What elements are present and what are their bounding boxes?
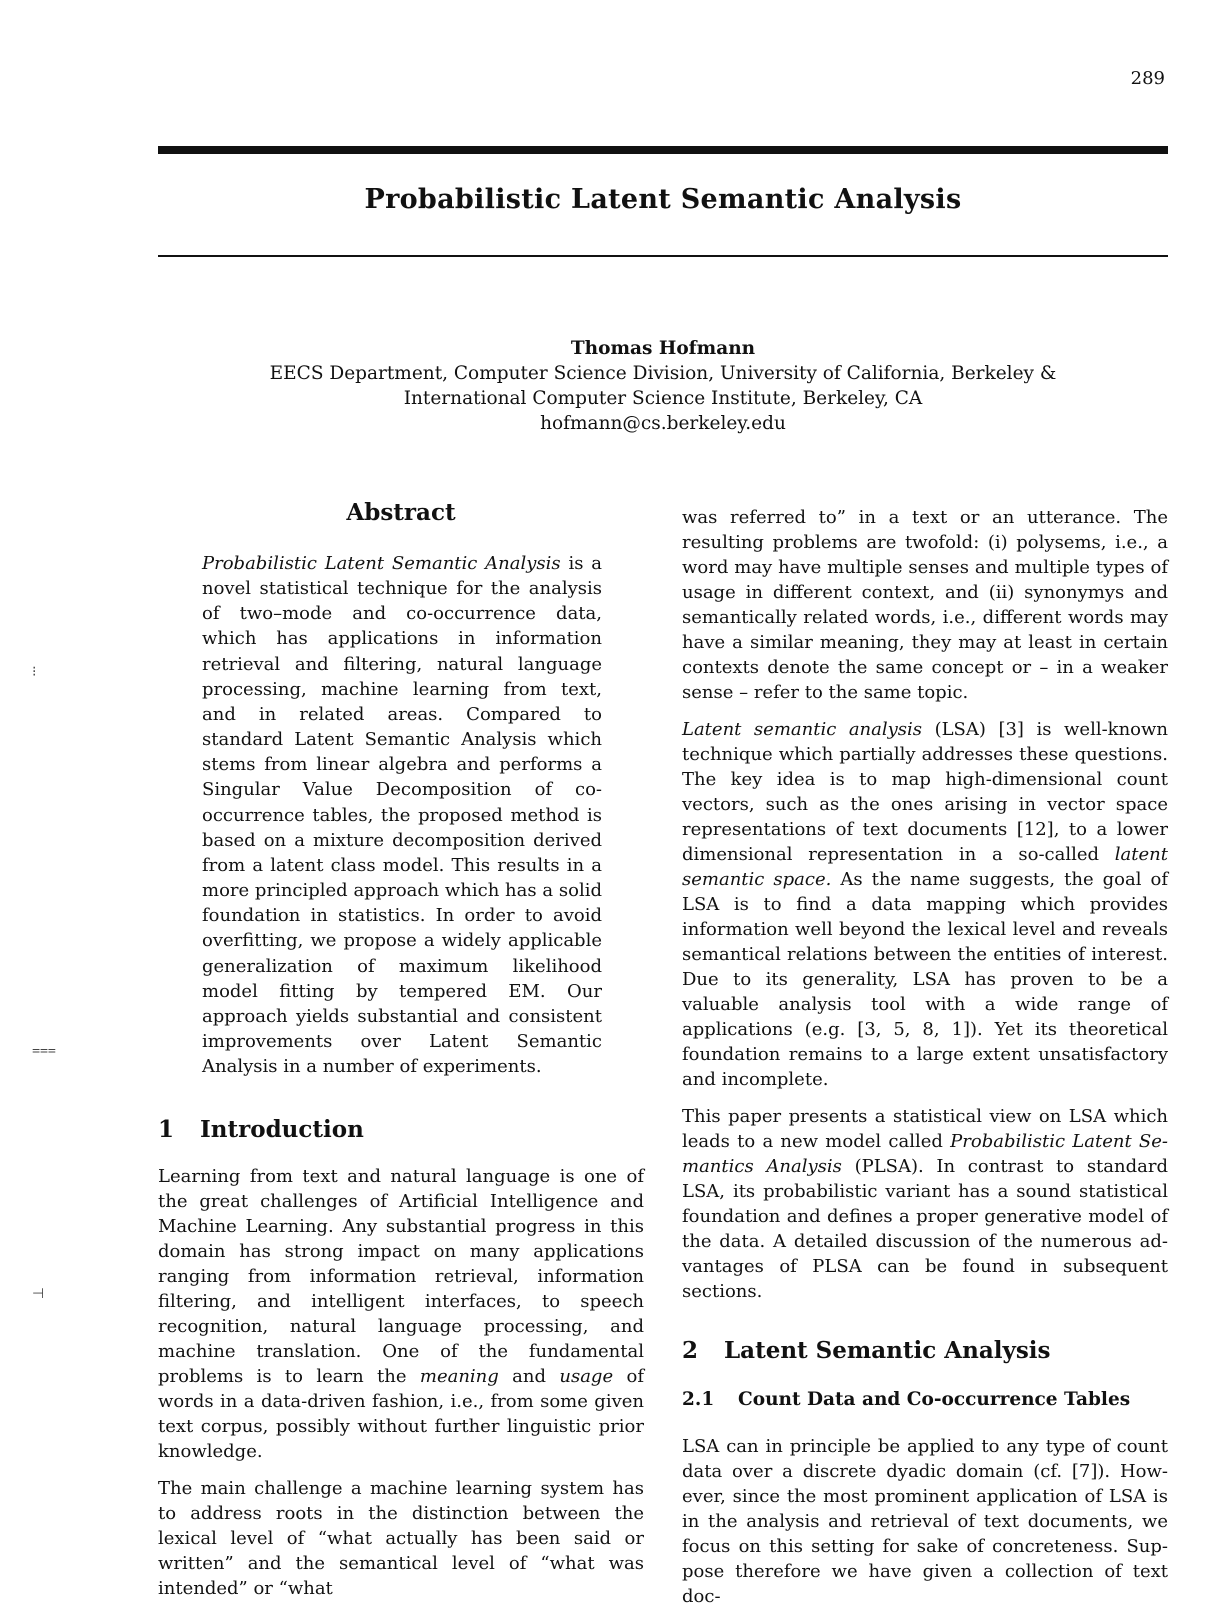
section-heading-lsa <box>682 1338 1168 1363</box>
author-affiliation-line2: International Computer Science Institute, Berkeley, CA <box>403 388 923 409</box>
italic-term: Probabilistic Latent Semantics Analysis <box>682 1131 1169 1177</box>
text-run: (PLSA). In contrast to standard LSA, its probabilistic variant has a sound statistical foundation and defines a proper generative model of the data. A detailed discussion of the numerous advantages of PLSA can be found in subsequent sections. <box>682 1156 1168 1302</box>
right-column <box>682 505 1168 1609</box>
section-number: 1 <box>158 1116 175 1144</box>
abstract-heading: Abstract <box>346 499 456 526</box>
page-number: 289 <box>1130 68 1165 89</box>
title-underline-rule <box>158 255 1168 257</box>
text-run: This paper presents a statistical view on LSA which leads to a new model called <box>682 1106 1168 1152</box>
text-run: Learning from text and natural language is one of the great challenges of Artificial Intelligence and Machine Learning. Any substantial progress in this domain has strong impact on many applications ranging from information retrieval, information filtering, and intelligent interfaces, to speech recognition, natural language processing, and machine translation. One of the fundamental problems is to learn the <box>158 1166 644 1388</box>
author-block <box>158 336 1168 436</box>
italic-term: Latent semantic analysis <box>682 719 923 740</box>
abstract-lead-italic: Probabilistic Latent Semantic Analysis <box>202 553 561 574</box>
intro-paragraph-1 <box>158 1164 644 1464</box>
abstract-text: is a novel statistical technique for the analysis of two–mode and co-occurrence data, which has applications in information retrieval and filtering, natural language processing, machine learning from text, and in related areas. Compared to standard Latent Semantic Analysis which stems from linear algebra and performs a Singular Value Decomposition of co-occurrence tables, the proposed method is based on a mixture decomposition derived from a latent class model. This results in a more principled approach which has a solid foundation in statistics. In order to avoid overfitting, we propose a widely applicable generalization of maximum likelihood model fitting by tempered EM. Our approach yields substantial and consistent improvements over Latent Semantic Analysis in a number of experiments. <box>202 553 602 1078</box>
section-heading-introduction <box>158 1117 644 1142</box>
section-number: 2 <box>682 1337 699 1364</box>
italic-term: meaning <box>419 1366 499 1388</box>
subsection-title: Count Data and Co-occurrence Tables <box>738 1389 1131 1410</box>
text-run: (LSA) [3] is well-known technique which partially addresses these questions. The key idea is to map high-dimensional count vectors, such as the ones arising in vector space representations of text documents [12], to a lower dimensional representation in a so-called <box>682 719 1169 865</box>
section-title: Latent Semantic Analysis <box>724 1337 1051 1364</box>
margin-mark: ⩶ <box>32 1042 56 1058</box>
subsection-heading-count-data <box>682 1387 1168 1412</box>
author-email: hofmann@cs.berkeley.edu <box>540 413 786 434</box>
intro-paragraph-3 <box>682 717 1168 1092</box>
abstract-body <box>202 551 602 1079</box>
intro-paragraph-2: The main challenge a machine learning system has to address roots in the distinction between the lexical level of “what actually has been said or written” and the semantical level of “what was intended” or “what <box>158 1478 644 1600</box>
text-run: of words in a data-driven fashion, i.e., from some given text corpus, possibly without further linguistic prior knowledge. <box>158 1366 644 1463</box>
section2-paragraph-1: LSA can in principle be applied to any type of count data over a discrete dyadic domain (cf. [7]). However, since the most prominent application of LSA is in the analysis and retrieval of text documents, we focus on this setting for sake of concreteness. Suppose therefore we have given a collection of text doc- <box>682 1436 1168 1607</box>
left-column <box>158 500 644 1601</box>
paper-title: Probabilistic Latent Semantic Analysis <box>364 184 962 215</box>
italic-term: usage <box>559 1366 614 1388</box>
text-run: As the name suggests, the goal of LSA is to find a data mapping which provides information well beyond the lexical level and reveals semantical relations between the entities of interest. Due to its generality, LSA has proven to be a valuable analysis tool with a wide range of applications (e.g. [3, 5, 8, 1]). Yet its theoretical foundation remains to a large extent unsatisfactory and incomplete. <box>682 869 1168 1090</box>
italic-term: latent semantic space. <box>682 844 1168 890</box>
top-rule <box>158 146 1168 154</box>
margin-mark: ⊣ <box>32 1286 45 1302</box>
text-run: and <box>498 1366 560 1388</box>
margin-mark: ⁝ <box>32 664 37 680</box>
author-name: Thomas Hofmann <box>570 338 756 359</box>
intro-paragraph-2-continued: was referred to” in a text or an utterance. The resulting problems are twofold: (i) polysems, i.e., a word may have multiple senses and multiple types of usage in different context, and (ii) synonymys and semantically related words, i.e., different words may have a similar meaning, they may at least in certain contexts denote the same concept or – in a weaker sense – refer to the same topic. <box>682 507 1168 703</box>
intro-paragraph-4 <box>682 1104 1168 1304</box>
section-title: Introduction <box>200 1116 364 1144</box>
author-affiliation-line1: EECS Department, Computer Science Division, University of California, Berkeley & <box>269 363 1057 384</box>
subsection-number: 2.1 <box>682 1389 715 1410</box>
